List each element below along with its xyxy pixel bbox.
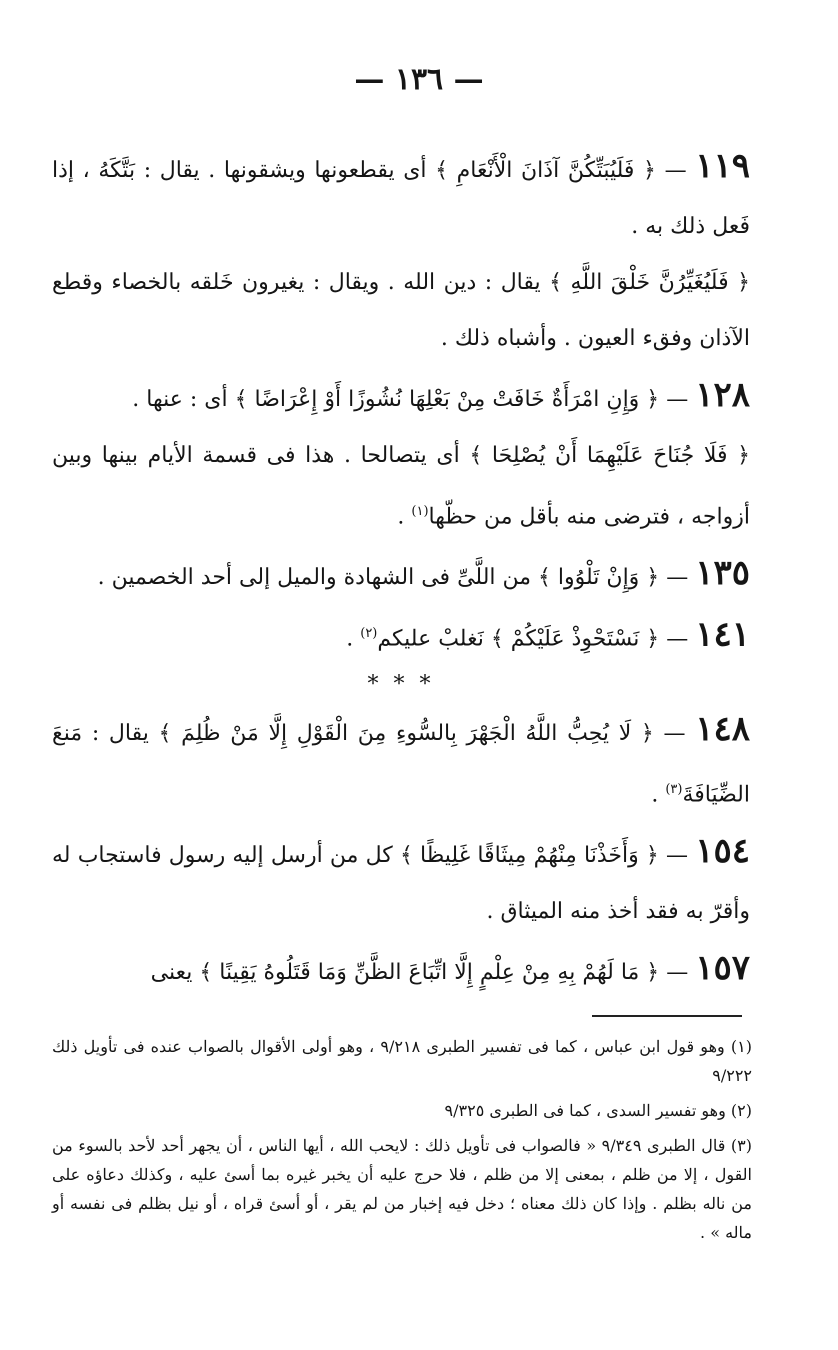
entry-text: من اللَّىِّ فى الشهادة والميل إلى أحد الخصمين .	[97, 565, 532, 591]
footnotes	[52, 1032, 752, 1253]
dash: —	[663, 720, 686, 746]
footnote-3: (٣) قال الطبرى ٩/٣٤٩ « فالصواب فى تأويل ذلك : لايحب الله ، أيها الناس ، أن يجهر أحد لأحد بالسوء من القول ، إلا من ظلم ، بمعنى إلا من ظلم ، فلا حرج عليه أن يخبر غيره بما أسئ عليه ، وكذلك دعاؤه على من ناله بظلم . وإذا كان ذلك معناه ؛ دخل فيه إخبار من لم يقر ، أو أسئ قراه ، أو نيل بظلم فى نفسه أو ماله » .	[52, 1136, 752, 1242]
verse-number: ١٣٥	[695, 553, 750, 594]
verse-number: ١٢٨	[695, 375, 750, 415]
quran-quote: ﴿ نَسْتَحْوِذْ عَلَيْكُمْ ﴾	[490, 626, 660, 652]
entry-text: أى : عنها .	[132, 387, 228, 412]
footnote-ref-2: (٢)	[360, 626, 378, 642]
entry-text: يقال : مَنعَ الضِّيَافَةَ	[52, 720, 750, 807]
verse-number: ١١٩	[695, 146, 750, 186]
quran-quote: ﴿ وَأَخَذْنَا مِنْهُمْ مِيثَاقًا غَلِيظًا ﴾	[399, 842, 659, 868]
quran-quote: ﴿ وَإِنْ تَلْوُوا ﴾	[538, 565, 660, 591]
entry-text: يعنى	[150, 959, 193, 985]
page-number: — ١٣٦ —	[354, 62, 484, 97]
dash: —	[666, 565, 689, 591]
quran-quote: ﴿ مَا لَهُمْ بِهِ مِنْ عِلْمٍ إِلَّا اتِّبَاعَ الظَّنِّ وَمَا قَتَلُوهُ يَقِينًا ﴾	[199, 959, 660, 985]
section-separator: * * *	[367, 671, 435, 697]
entry-157	[52, 940, 750, 1001]
entry-tail: .	[651, 781, 666, 807]
entry-tail: .	[397, 504, 412, 530]
quran-quote: ﴿ فَلَا جُنَاحَ عَلَيْهِمَا أَنْ يُصْلِحَا ﴾	[469, 443, 751, 468]
entry-text: أى يقطعونها ويشقونها . يقال : بَتَّكَهُ ، إذا فَعل ذلك به .	[52, 158, 750, 239]
entry-text: أى يتصالحا . هذا فى قسمة الأيام بينها وبين أزواجه ، فترضى منه بأقل من حظّها	[52, 443, 750, 530]
quran-quote: ﴿ فَلَيُغَيِّرُنَّ خَلْقَ اللَّهِ ﴾	[549, 270, 750, 295]
entry-141	[52, 606, 750, 667]
dash: —	[664, 158, 687, 183]
footnote-2: (٢) وهو تفسير السدى ، كما فى الطبرى ٩/٣٢٥	[444, 1101, 752, 1120]
entry-text: نَغلبْ عليكم	[377, 626, 484, 652]
verse-number: ١٥٤	[695, 830, 750, 871]
entry-128	[52, 367, 750, 428]
quran-quote: ﴿ لَا يُحِبُّ اللَّهُ الْجَهْرَ بِالسُّوءِ مِنَ الْقَوْلِ إِلَّا مَنْ ظُلِمَ ﴾	[158, 720, 654, 746]
quran-quote: ﴿ وَإِنِ امْرَأَةٌ خَافَتْ مِنْ بَعْلِهَا نُشُوزًا أَوْ إِعْرَاضًا ﴾	[234, 387, 660, 412]
quran-quote: ﴿ فَلَيُبَتِّكُنَّ آذَانَ الْأَنْعَامِ ﴾	[435, 158, 656, 183]
footnote-1: (١) وهو قول ابن عباس ، كما فى تفسير الطبرى ٩/٢١٨ ، وهو أولى الأقوال بالصواب عنده فى تأويل ذلك ٩/٢٢٢	[52, 1037, 753, 1085]
verse-number: ١٤١	[695, 614, 750, 655]
dash: —	[666, 959, 689, 985]
entry-text: كل من أرسل إليه رسول فاستجاب له وأقرّ به فقد أخذ منه الميثاق .	[52, 842, 750, 924]
dash: —	[666, 626, 689, 652]
entry-148	[52, 701, 750, 823]
entry-154	[52, 823, 750, 940]
verse-number: ١٤٨	[695, 708, 750, 749]
entry-135	[52, 545, 750, 606]
entry-128-continued	[52, 428, 750, 545]
dash: —	[666, 842, 688, 868]
footnote-ref-3: (٣)	[665, 781, 683, 797]
dash: —	[666, 387, 689, 412]
entry-119-continued	[52, 255, 750, 367]
footnote-divider	[592, 1015, 742, 1017]
entry-119	[52, 138, 750, 255]
entry-text: يقال : دين الله . ويقال : يغيرون خَلقه بالخصاء وقطع الآذان وفقء العيون . وأشباه ذلك .	[52, 270, 750, 351]
page-body	[52, 138, 750, 1001]
verse-number: ١٥٧	[695, 947, 750, 988]
entry-tail: .	[346, 626, 361, 652]
footnote-ref-1: (١)	[411, 504, 429, 519]
